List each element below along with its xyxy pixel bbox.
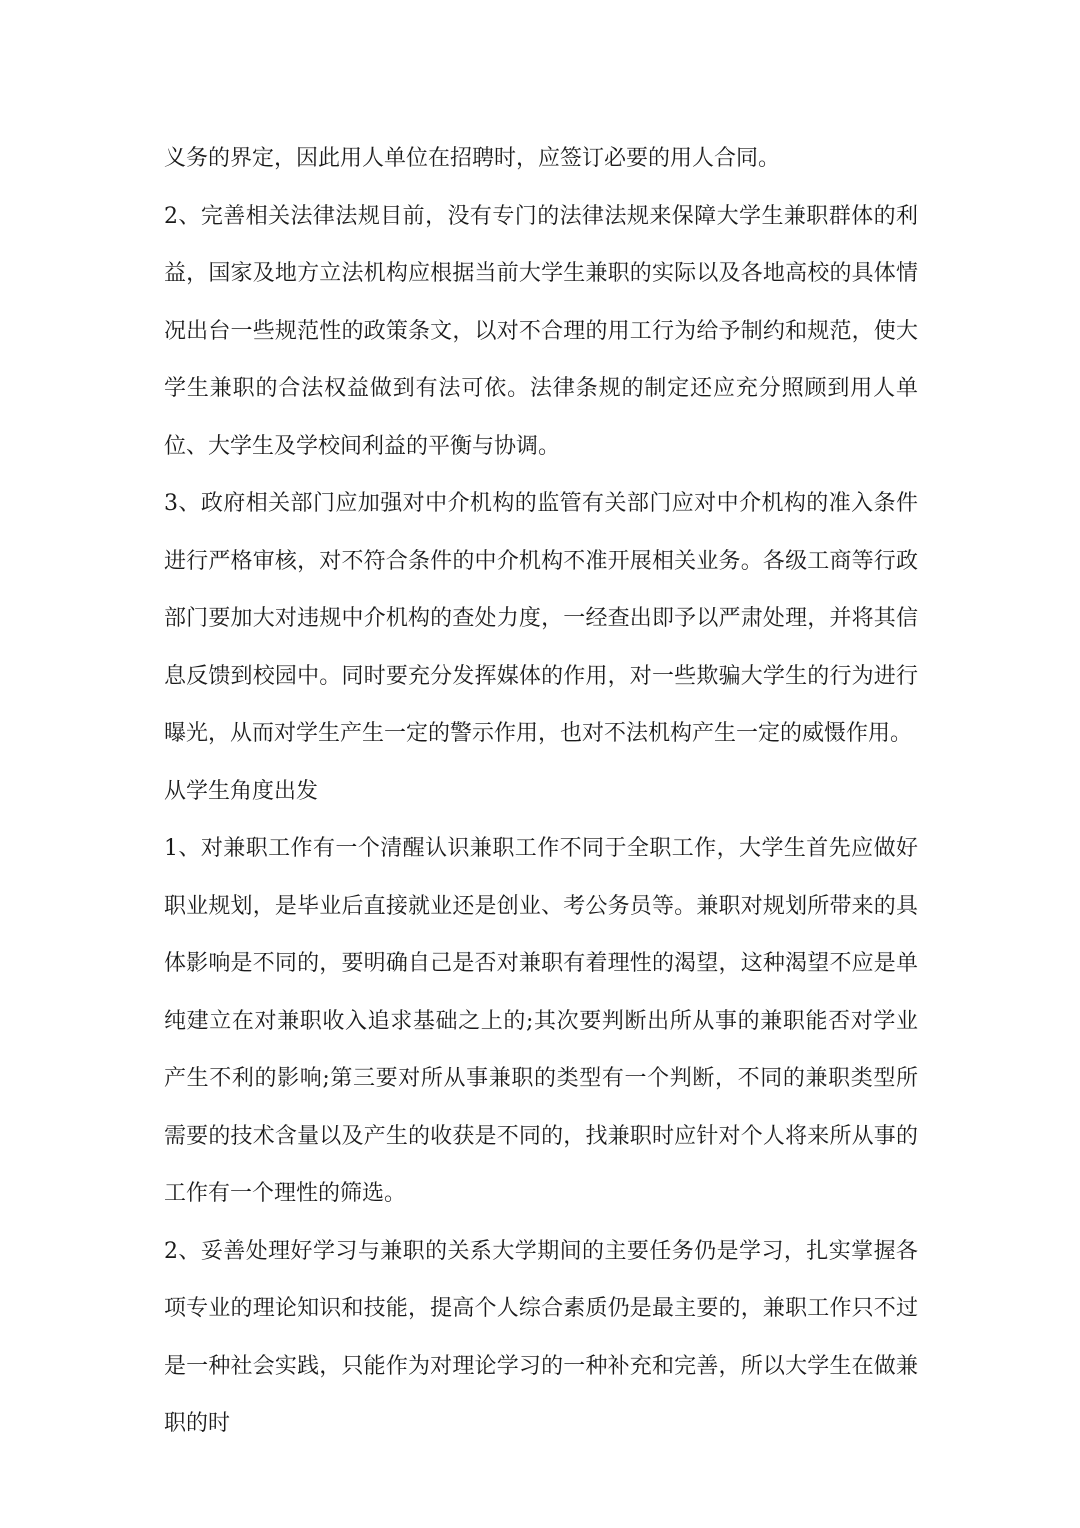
paragraph-2: 2、完善相关法律法规目前，没有专门的法律法规来保障大学生兼职群体的利益，国家及地方立法机构应根据当前大学生兼职的实际以及各地高校的具体情况出台一些规范性的政策条文，以对不合理的用工行为给予制约和规范，使大学生兼职的合法权益做到有法可依。法律条规的制定还应充分照顾到用人单位、大学生及学校间利益的平衡与协调。 bbox=[164, 203, 918, 459]
document-body bbox=[164, 130, 918, 1453]
paragraph-4: 1、对兼职工作有一个清醒认识兼职工作不同于全职工作，大学生首先应做好职业规划，是毕业后直接就业还是创业、考公务员等。兼职对规划所带来的具体影响是不同的，要明确自己是否对兼职有着理性的渴望，这种渴望不应是单纯建立在对兼职收入追求基础之上的;其次要判断出所从事的兼职能否对学业产生不利的影响;第三要对所从事兼职的类型有一个判断，不同的兼职类型所需要的技术含量以及产生的收获是不同的，找兼职时应针对个人将来所从事的工作有一个理性的筛选。 bbox=[164, 836, 918, 1206]
section-heading: 从学生角度出发 bbox=[164, 778, 319, 804]
paragraph-5: 2、妥善处理好学习与兼职的关系大学期间的主要任务仍是学习，扎实掌握各项专业的理论知识和技能，提高个人综合素质仍是最主要的，兼职工作只不过是一种社会实践，只能作为对理论学习的一种补充和完善，所以大学生在做兼职的时 bbox=[164, 1238, 918, 1436]
paragraph-3: 3、政府相关部门应加强对中介机构的监管有关部门应对中介机构的准入条件进行严格审核，对不符合条件的中介机构不准开展相关业务。各级工商等行政部门要加大对违规中介机构的查处力度，一经查出即予以严肃处理，并将其信息反馈到校园中。同时要充分发挥媒体的作用，对一些欺骗大学生的行为进行曝光，从而对学生产生一定的警示作用，也对不法机构产生一定的威慑作用。 bbox=[164, 491, 918, 746]
paragraph-1: 义务的界定，因此用人单位在招聘时，应签订必要的用人合同。 bbox=[164, 146, 781, 171]
